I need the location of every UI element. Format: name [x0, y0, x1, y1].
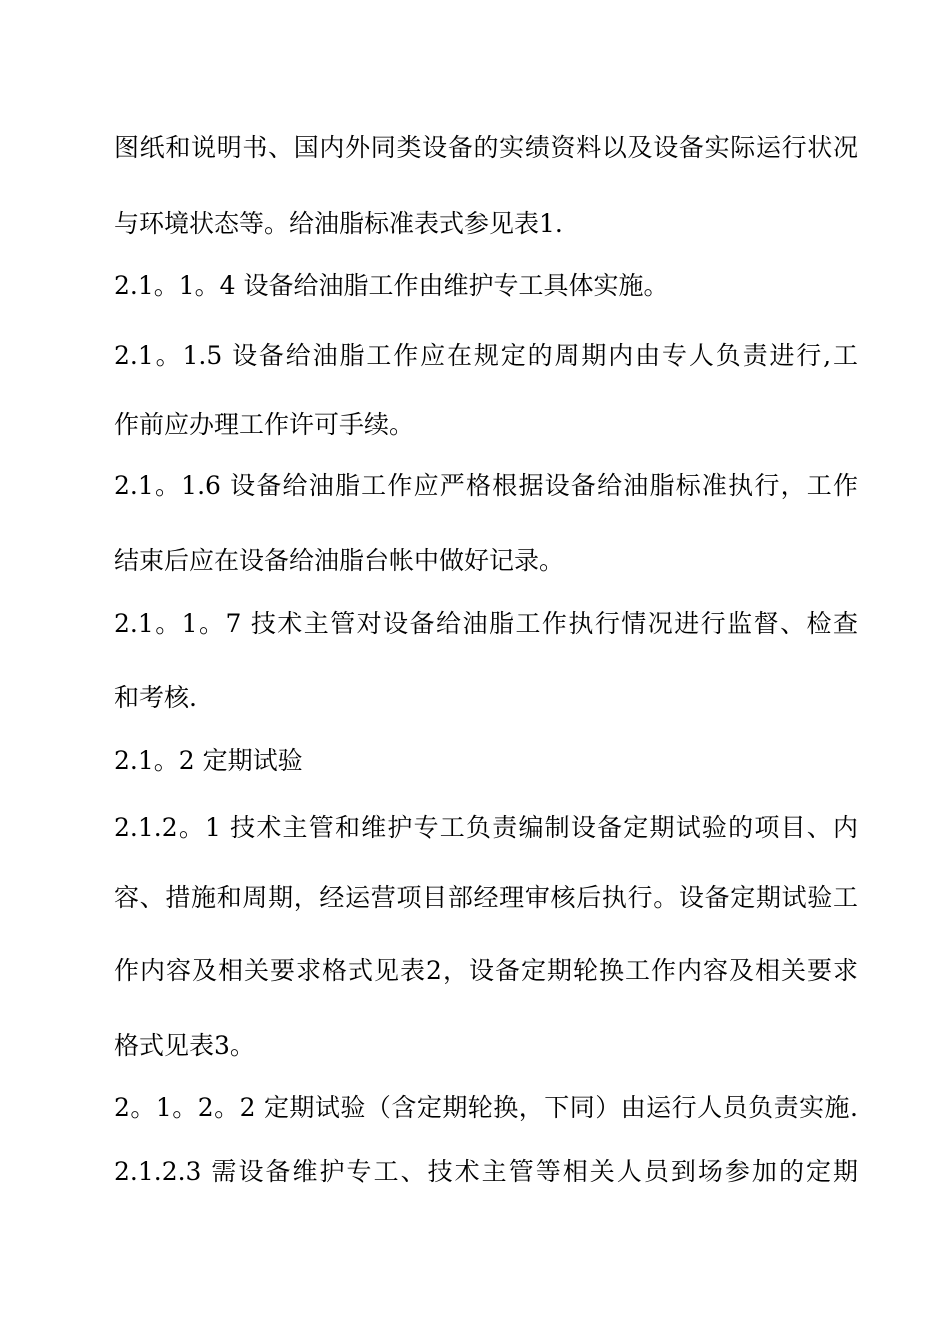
- clause-2-1-2-3: 2.1.2.3 需设备维护专工、技术主管等相关人员到场参加的定期: [114, 1157, 858, 1186]
- paragraph-line: 图纸和说明书、国内外同类设备的实绩资料以及设备实际运行状况: [114, 133, 858, 162]
- paragraph-line: 格式见表3。: [114, 1031, 255, 1060]
- clause-2-1-1-4: 2.1。1。4 设备给油脂工作由维护专工具体实施。: [114, 271, 669, 300]
- paragraph-line: 结束后应在设备给油脂台帐中做好记录。: [114, 546, 565, 575]
- clause-2-1-2-1: 2.1.2。1 技术主管和维护专工负责编制设备定期试验的项目、内: [114, 813, 858, 842]
- paragraph-line: 作内容及相关要求格式见表2，设备定期轮换工作内容及相关要求: [114, 956, 858, 985]
- clause-2-1-1-6: 2.1。1.6 设备给油脂工作应严格根据设备给油脂标准执行，工作: [114, 471, 858, 500]
- paragraph-line: 和考核.: [114, 683, 197, 712]
- section-heading-2-1-2: 2.1。2 定期试验: [114, 746, 303, 775]
- paragraph-line: 容、措施和周期，经运营项目部经理审核后执行。设备定期试验工: [114, 883, 858, 912]
- paragraph-line: 作前应办理工作许可手续。: [114, 410, 415, 439]
- clause-2-1-1-7: 2.1。1。7 技术主管对设备给油脂工作执行情况进行监督、检查: [114, 609, 858, 638]
- clause-2-1-1-5: 2.1。1.5 设备给油脂工作应在规定的周期内由专人负责进行,工: [114, 341, 858, 370]
- paragraph-line: 与环境状态等。给油脂标准表式参见表1.: [114, 209, 563, 238]
- clause-2-1-2-2: 2。1。2。2 定期试验（含定期轮换，下同）由运行人员负责实施.: [114, 1093, 858, 1122]
